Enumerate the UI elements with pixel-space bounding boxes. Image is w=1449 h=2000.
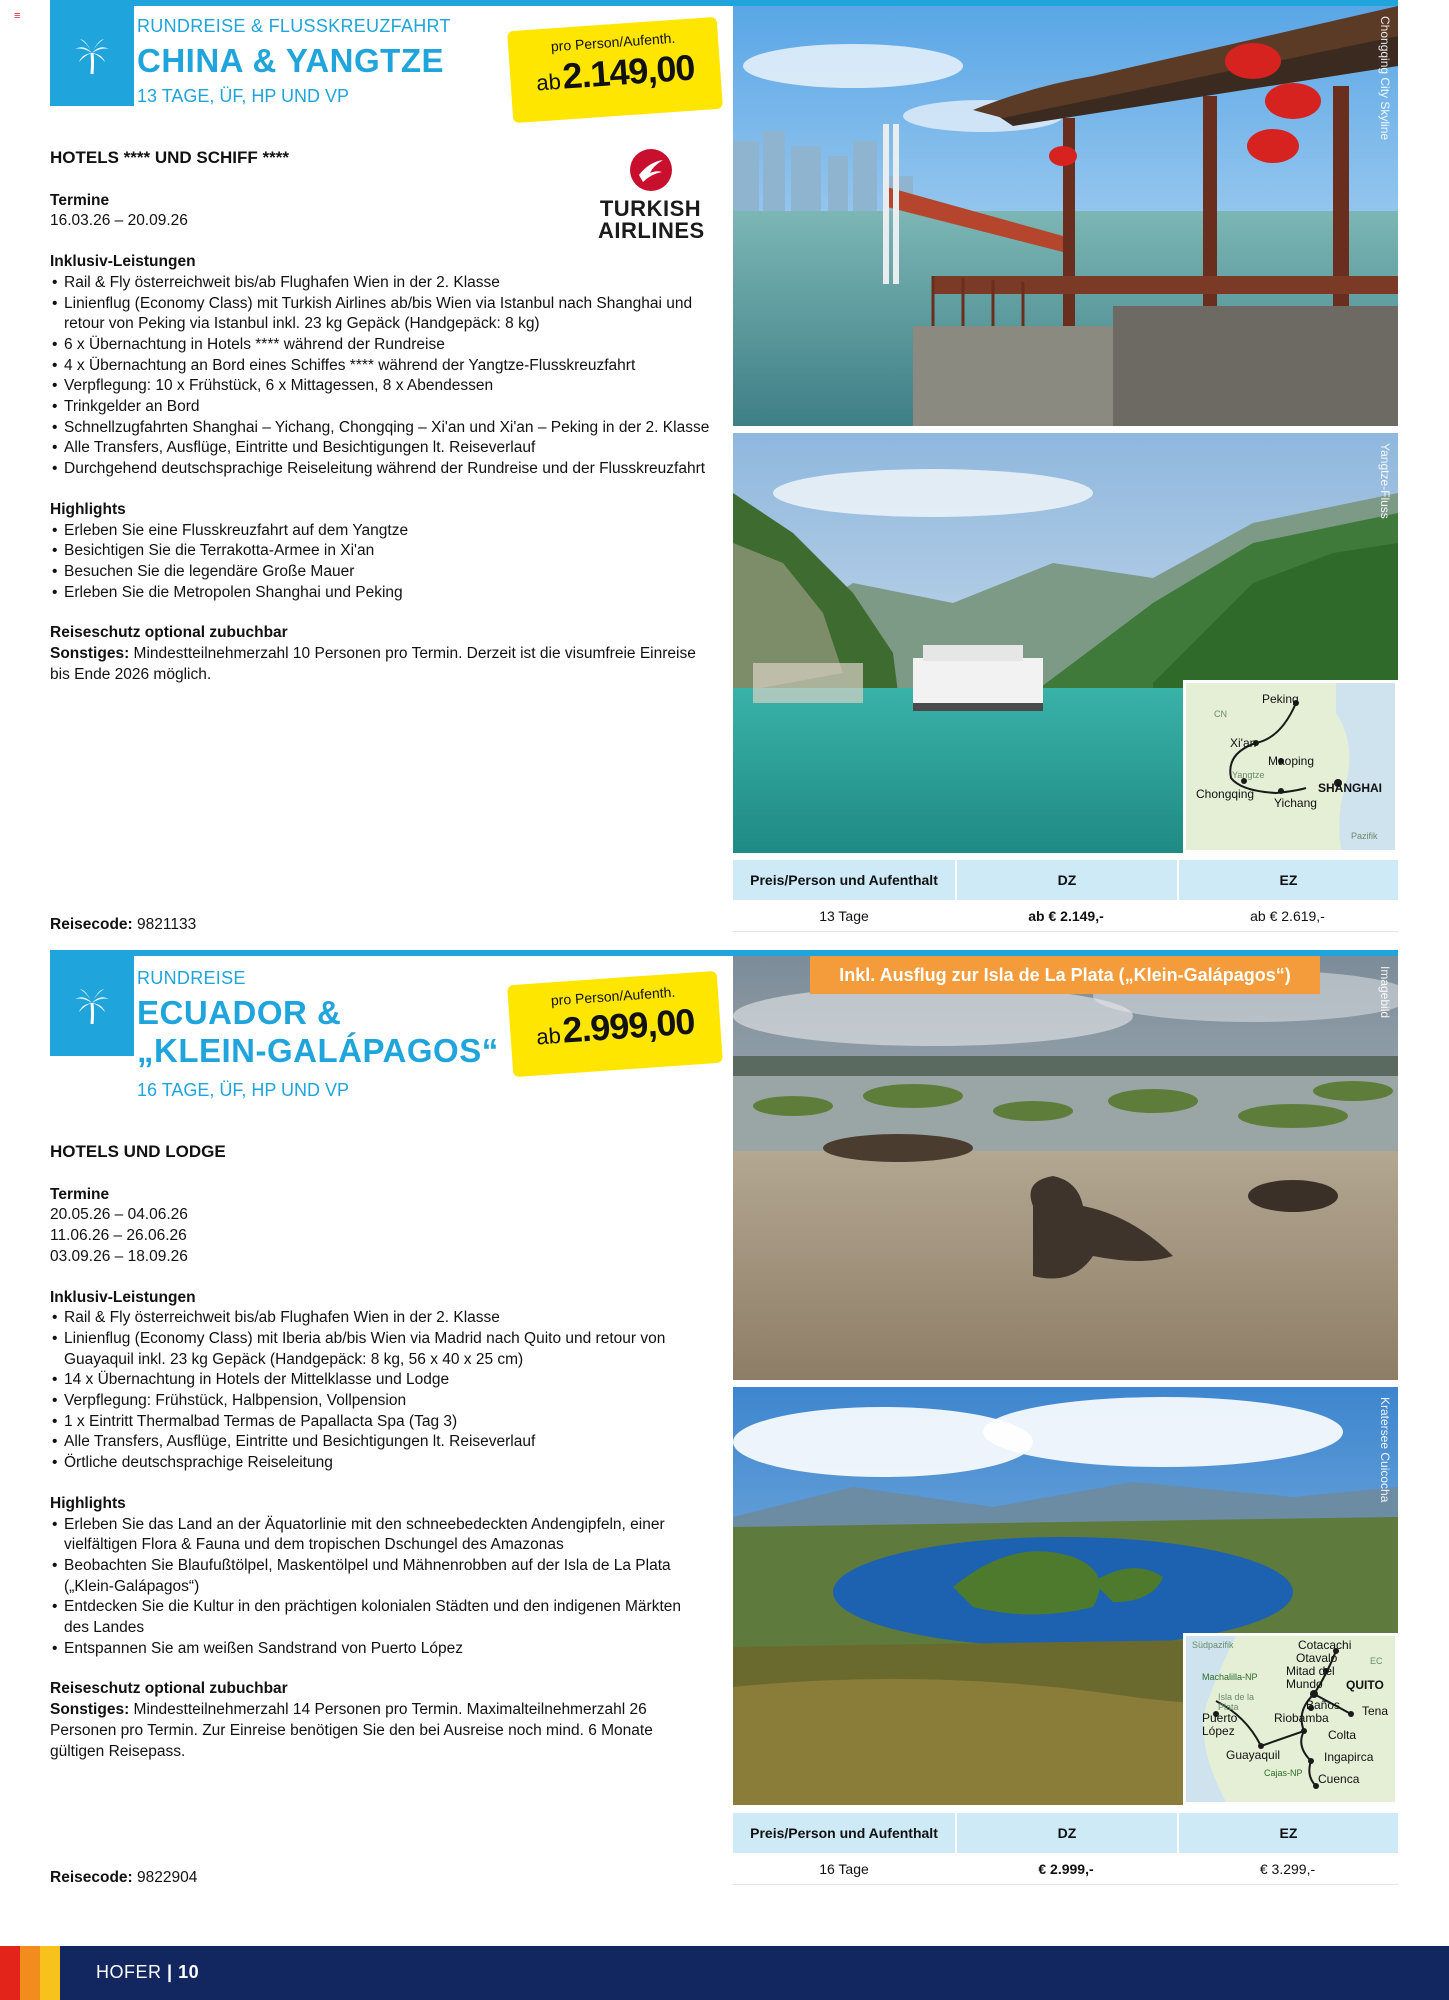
- trip1-reisecode: [50, 916, 196, 934]
- price-table-header: DZ: [955, 860, 1177, 900]
- list-item: • Besuchen Sie die legendäre Große Mauer: [50, 562, 710, 583]
- inklusiv-heading: Inklusiv-Leistungen: [50, 1288, 196, 1306]
- list-item: • Schnellzugfahrten Shanghai – Yichang, Chongqing – Xi'an und Xi'an – Peking in der 2. Klasse: [50, 418, 710, 439]
- list-item: • Verpflegung: Frühstück, Halbpension, Vollpension: [50, 1391, 710, 1412]
- list-item: • Rail & Fly österreichweit bis/ab Flughafen Wien in der 2. Klasse: [50, 273, 710, 294]
- trip1-subtitle: 13 TAGE, ÜF, HP UND VP: [137, 86, 350, 106]
- list-item: • Örtliche deutschsprachige Reiseleitung: [50, 1453, 710, 1474]
- trip2-highlights: [50, 1494, 710, 1660]
- trip1-hotels: HOTELS **** UND SCHIFF ****: [50, 148, 289, 167]
- table-cell: € 2.999,-: [1038, 1860, 1094, 1877]
- map-label-otavalo: Otavalo: [1296, 1651, 1338, 1665]
- map-label-riobamba: Riobamba: [1274, 1711, 1329, 1725]
- trip1-price-badge: [507, 17, 723, 123]
- trip1-kicker: RUNDREISE & FLUSSKREUZFAHRT: [137, 16, 451, 36]
- page-footer: [0, 1946, 1449, 2000]
- trip2-excursion-banner: Inkl. Ausflug zur Isla de La Plata („Klein-Galápagos“): [810, 956, 1320, 994]
- trip2-title-line1: ECUADOR &: [137, 994, 342, 1031]
- price-table-header: DZ: [955, 1813, 1177, 1853]
- reiseschutz: Reiseschutz optional zubuchbar: [50, 1680, 288, 1698]
- footer-brand: HOFER: [96, 1962, 162, 1982]
- map-label-pazifik: Pazifik: [1351, 831, 1378, 841]
- termine-heading: Termine: [50, 191, 110, 209]
- highlights-heading: Highlights: [50, 1494, 126, 1512]
- trip2-photo-sealions: [733, 956, 1398, 1380]
- table-row: [733, 1853, 1398, 1885]
- list-item: • Rail & Fly österreichweit bis/ab Flughafen Wien in der 2. Klasse: [50, 1308, 710, 1329]
- map-label-puerto: Puerto López: [1202, 1711, 1238, 1738]
- trip2-inklusiv: [50, 1288, 710, 1474]
- map-label-shanghai: SHANGHAI: [1318, 781, 1383, 795]
- map-label-chongqing: Chongqing: [1196, 787, 1255, 801]
- trip1-highlights: [50, 500, 710, 604]
- price-badge-amount: 2.149,00: [561, 46, 696, 97]
- list-item: • Alle Transfers, Ausflüge, Eintritte und Besichtigungen lt. Reiseverlauf: [50, 1432, 710, 1453]
- sonstiges-text: [50, 644, 710, 685]
- reisecode-label: Reisecode:: [50, 916, 133, 933]
- airline-name: TURKISH AIRLINES: [598, 196, 705, 243]
- reisecode-value: 9822904: [137, 1869, 198, 1886]
- list-item: • Entspannen Sie am weißen Sandstrand von Puerto López: [50, 1639, 710, 1660]
- trip2-title-line2: „KLEIN-GALÁPAGOS“: [137, 1032, 499, 1069]
- table-cell: ab € 2.619,-: [1250, 907, 1325, 924]
- trip2-price-badge: [507, 971, 723, 1077]
- table-cell: € 3.299,-: [1259, 1860, 1316, 1877]
- photo-credit: Imagebild: [1378, 966, 1392, 1019]
- termin-date: 11.06.26 – 26.06.26: [50, 1227, 187, 1245]
- price-table-header: EZ: [1177, 860, 1398, 900]
- list-item: • Besichtigen Sie die Terrakotta-Armee in Xi'an: [50, 541, 710, 562]
- trip1-photo-chongqing: [733, 6, 1398, 426]
- trip1-title: CHINA & YANGTZE: [137, 42, 444, 79]
- price-badge-label: pro Person/Aufenth.: [550, 983, 676, 1009]
- palm-tree-icon: [72, 36, 112, 76]
- list-item: • Alle Transfers, Ausflüge, Eintritte und Besichtigungen lt. Reiseverlauf: [50, 438, 710, 459]
- sonstiges-value: Mindestteilnehmerzahl 14 Personen pro Termin. Maximalteilnehmerzahl 26 Personen pro Termin. Zur Einreise benötigen Sie den bei Ausreise noch mind. 6 Monate gültigen Reisepass.: [50, 1701, 653, 1760]
- map-label-ec: EC: [1370, 1656, 1383, 1666]
- map-label-suedpazifik: Südpazifik: [1192, 1640, 1234, 1650]
- trip1-price-table: [733, 860, 1398, 932]
- price-badge-prefix: ab: [535, 68, 562, 96]
- trip2-route-map: [1183, 1633, 1398, 1805]
- trip1-inklusiv: [50, 252, 710, 480]
- footer-separator: |: [167, 1962, 173, 1982]
- table-cell: ab € 2.149,-: [1028, 907, 1104, 924]
- trip2-termine: [50, 1185, 710, 1268]
- list-item: • Erleben Sie eine Flusskreuzfahrt auf dem Yangtze: [50, 521, 710, 542]
- table-cell: 13 Tage: [819, 907, 869, 924]
- photo-credit: Yangtze-Fluss: [1378, 443, 1392, 519]
- footer-stripe-orange: [20, 1946, 40, 2000]
- highlights-heading: Highlights: [50, 500, 126, 518]
- map-label-tena: Tena: [1362, 1704, 1389, 1718]
- list-item: • Erleben Sie das Land an der Äquatorlinie mit den schneebedeckten Andengipfeln, einer vielfältigen Flora & Fauna und dem tropischen Dschungel des Amazonas: [50, 1515, 710, 1556]
- map-label-cn: CN: [1214, 709, 1227, 719]
- map-label-yichang: Yichang: [1274, 796, 1317, 810]
- price-table-header: Preis/Person und Aufenthalt: [733, 1813, 955, 1853]
- termine-heading: Termine: [50, 1185, 110, 1203]
- trip1-category-badge: [50, 6, 134, 106]
- map-label-cajas: Cajas-NP: [1264, 1768, 1303, 1778]
- map-label-mitad: Mitad del Mundo: [1286, 1664, 1335, 1691]
- list-item: • Linienflug (Economy Class) mit Iberia ab/bis Wien via Madrid nach Quito und retour von Guayaquil inkl. 23 kg Gepäck (Handgepäck: 8 kg, 56 x 40 x 25 cm): [50, 1329, 710, 1370]
- map-label-quito: QUITO: [1346, 1678, 1384, 1692]
- palm-tree-icon: [72, 986, 112, 1026]
- price-table-header: Preis/Person und Aufenthalt: [733, 860, 955, 900]
- map-label-guayaquil: Guayaquil: [1226, 1748, 1281, 1762]
- trip1-route-map: [1183, 680, 1398, 853]
- list-item: • 1 x Eintritt Thermalbad Termas de Papallacta Spa (Tag 3): [50, 1412, 710, 1433]
- list-item: • Entdecken Sie die Kultur in den prächtigen kolonialen Städten und den indigenen Märkten des Landes: [50, 1597, 710, 1638]
- map-label-ingapirca: Ingapirca: [1324, 1750, 1374, 1764]
- map-label-cuenca: Cuenca: [1318, 1772, 1360, 1786]
- sonstiges-value: Mindestteilnehmerzahl 10 Personen pro Termin. Derzeit ist die visumfreie Einreise bis Ende 2026 möglich.: [50, 645, 696, 683]
- reisecode-label: Reisecode:: [50, 1869, 133, 1886]
- map-label-yangtze: Yangtze: [1232, 770, 1265, 780]
- sonstiges-label: Sonstiges:: [50, 1701, 130, 1719]
- list-item: • 4 x Übernachtung an Bord eines Schiffes **** während der Yangtze-Flusskreuzfahrt: [50, 356, 710, 377]
- list-item: • Linienflug (Economy Class) mit Turkish Airlines ab/bis Wien via Istanbul nach Shanghai und retour von Peking via Istanbul inkl. 23 kg Gepäck (Handgepäck: 8 kg): [50, 294, 710, 335]
- footer-stripe-yellow: [40, 1946, 60, 2000]
- price-badge-prefix: ab: [535, 1022, 562, 1050]
- footer-stripe-red: [0, 1946, 20, 2000]
- trip2-hotels: HOTELS UND LODGE: [50, 1142, 226, 1161]
- list-item: • Beobachten Sie Blaufußtölpel, Maskentölpel und Mähnenrobben auf der Isla de La Plata („Klein-Galápagos“): [50, 1556, 710, 1597]
- reiseschutz: Reiseschutz optional zubuchbar: [50, 624, 288, 642]
- sonstiges-label: Sonstiges:: [50, 645, 130, 663]
- table-cell: 16 Tage: [819, 1860, 869, 1877]
- map-label-cotacachi: Cotacachi: [1298, 1638, 1352, 1652]
- list-item: • 6 x Übernachtung in Hotels **** während der Rundreise: [50, 335, 710, 356]
- map-label-banos: Baños: [1306, 1698, 1341, 1712]
- reisecode-value: 9821133: [137, 916, 197, 933]
- table-row: [733, 900, 1398, 932]
- photo-credit: Chongqing City Skyline: [1378, 16, 1392, 141]
- inklusiv-heading: Inklusiv-Leistungen: [50, 253, 196, 271]
- termin-date: 20.05.26 – 04.06.26: [50, 1206, 188, 1224]
- price-badge-label: pro Person/Aufenth.: [550, 29, 676, 55]
- map-label-peking: Peking: [1262, 692, 1299, 706]
- price-table-header: EZ: [1177, 1813, 1398, 1853]
- list-item: • Verpflegung: 10 x Frühstück, 6 x Mittagessen, 8 x Abendessen: [50, 376, 710, 397]
- trip2-reisecode: [50, 1869, 197, 1887]
- list-item: • Trinkgelder an Bord: [50, 397, 710, 418]
- trip1-termine: [50, 191, 710, 232]
- trip2-details: [50, 1142, 710, 1782]
- map-label-maoping: Maoping: [1268, 754, 1315, 768]
- map-label-colta: Colta: [1328, 1728, 1357, 1742]
- trip2-subtitle: 16 TAGE, ÜF, HP UND VP: [137, 1080, 350, 1100]
- photo-credit: Kratersee Cuicocha: [1378, 1397, 1392, 1503]
- price-badge-amount: 2.999,00: [561, 1000, 696, 1051]
- corner-mark: ≡: [14, 10, 21, 22]
- trip1-other: [50, 623, 710, 685]
- list-item: • Durchgehend deutschsprachige Reiseleitung während der Rundreise und der Flusskreuzfahrt: [50, 459, 710, 480]
- list-item: • 14 x Übernachtung in Hotels der Mittelklasse und Lodge: [50, 1370, 710, 1391]
- trip1-details: [50, 148, 710, 705]
- trip2-category-badge: [50, 956, 134, 1056]
- termin-date: 03.09.26 – 18.09.26: [50, 1247, 188, 1265]
- termin-date: 16.03.26 – 20.09.26: [50, 212, 188, 230]
- footer-page-number: 10: [178, 1962, 200, 1982]
- map-label-machalilla: Machalilla-NP: [1202, 1672, 1258, 1682]
- map-label-xian: Xi'an: [1230, 736, 1257, 750]
- list-item: • Erleben Sie die Metropolen Shanghai und Peking: [50, 583, 710, 604]
- trip2-kicker: RUNDREISE: [137, 968, 246, 988]
- footer-page-label: [96, 1962, 199, 1983]
- trip2-price-table: [733, 1813, 1398, 1885]
- map-label-isla: Isla de la Plata: [1218, 1692, 1255, 1712]
- trip2-other: [50, 1679, 710, 1762]
- sonstiges-text: [50, 1700, 710, 1762]
